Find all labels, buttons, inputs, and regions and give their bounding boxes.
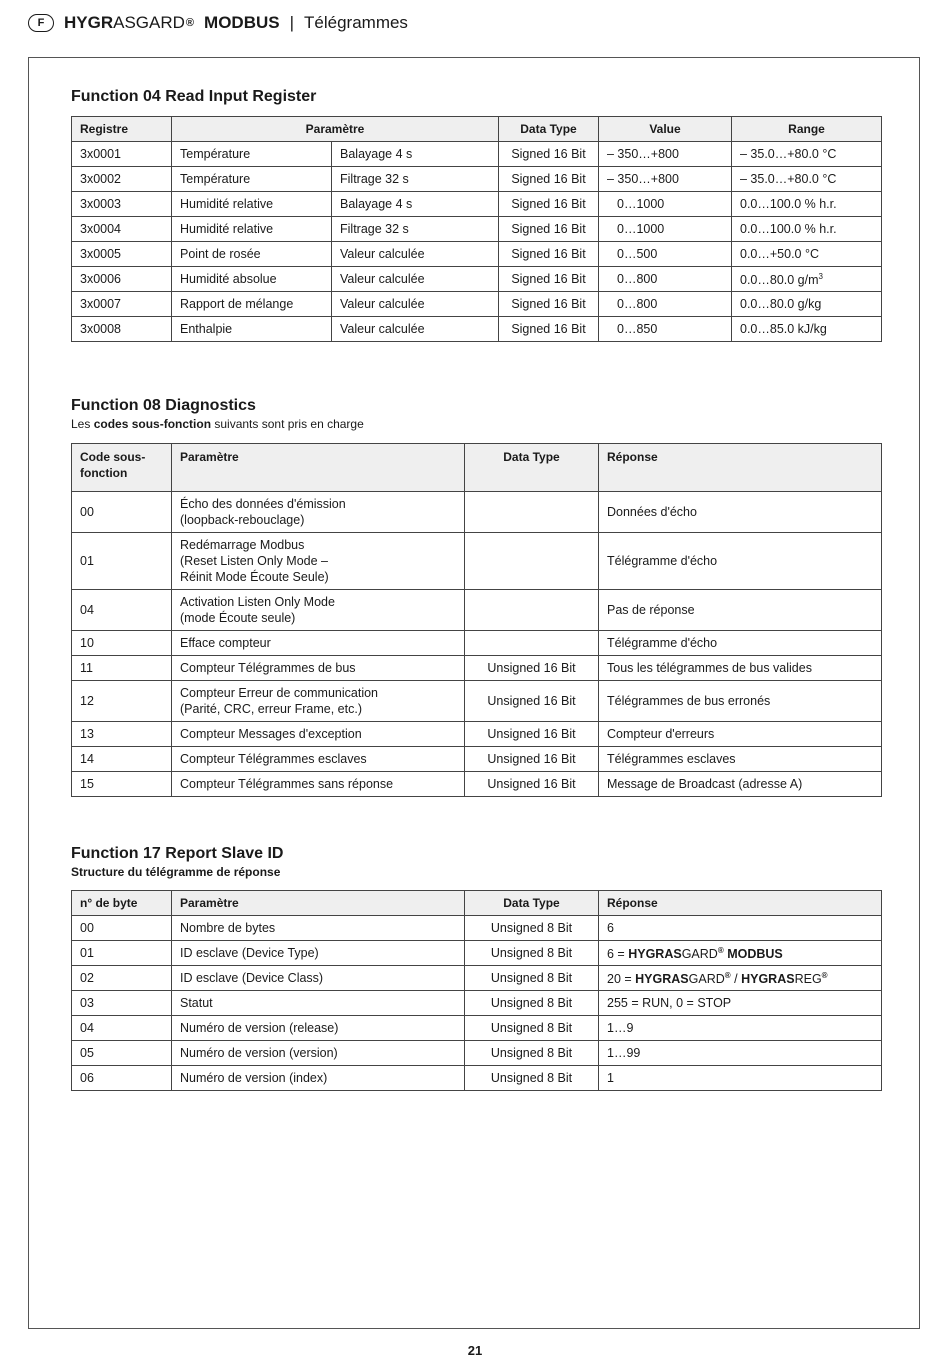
table-cell: 0…800	[599, 267, 732, 292]
response-text: 20 =	[607, 972, 636, 987]
table-cell: 13	[72, 722, 172, 747]
subtitle-bold: codes sous-fonction	[93, 417, 212, 431]
table-cell: Numéro de version (index)	[172, 1066, 465, 1091]
table-cell	[465, 590, 599, 631]
table-cell: Unsigned 8 Bit	[465, 916, 599, 941]
table-row	[72, 192, 882, 217]
section-title: Function 17 Report Slave ID	[71, 845, 284, 862]
table-cell: Rapport de mélange	[172, 292, 332, 317]
table-cell: Pas de réponse	[599, 590, 882, 631]
brand-normal: GARD	[681, 947, 718, 962]
subtitle-text: suivants sont pris en charge	[211, 417, 364, 431]
table-cell: Télégramme d'écho	[599, 631, 882, 656]
table-cell: Télégrammes esclaves	[599, 747, 882, 772]
table-cell: 0…1000	[599, 217, 732, 242]
table-cell: 0.0…100.0 % h.r.	[732, 217, 882, 242]
subtitle-bold: Structure du télégramme de réponse	[71, 865, 281, 879]
table-row	[72, 966, 882, 991]
section-title: Function 04 Read Input Register	[71, 88, 317, 105]
table-cell: Signed 16 Bit	[499, 167, 599, 192]
table-cell: ID esclave (Device Class)	[172, 966, 465, 991]
table-cell: 3x0004	[72, 217, 172, 242]
table-cell: 03	[72, 991, 172, 1016]
table-cell: Signed 16 Bit	[499, 242, 599, 267]
superscript: 3	[818, 272, 823, 282]
table-cell: Compteur Télégrammes sans réponse	[172, 772, 465, 797]
table-row	[72, 142, 882, 167]
col-header: Value	[599, 117, 732, 142]
table-cell: 0…850	[599, 317, 732, 342]
table-cell: 04	[72, 590, 172, 631]
table-row	[72, 722, 882, 747]
table-cell: 0.0…+50.0 °C	[732, 242, 882, 267]
table-cell	[465, 533, 599, 590]
table-cell: Signed 16 Bit	[499, 267, 599, 292]
col-header: Range	[732, 117, 882, 142]
registered-mark: ®	[185, 17, 195, 29]
table-cell: 10	[72, 631, 172, 656]
table-row	[72, 681, 882, 722]
table-cell: 0…1000	[599, 192, 732, 217]
table-cell	[599, 941, 882, 966]
table-row	[72, 167, 882, 192]
table-row	[72, 631, 882, 656]
table-cell: Redémarrage Modbus (Reset Listen Only Mode – Réinit Mode Écoute Seule)	[172, 533, 465, 590]
table-cell: Compteur Télégrammes esclaves	[172, 747, 465, 772]
table-row	[72, 1016, 882, 1041]
col-header: Paramètre	[172, 891, 465, 916]
table-cell: Télégramme d'écho	[599, 533, 882, 590]
table-cell: Unsigned 16 Bit	[465, 681, 599, 722]
table-report-slave-id	[71, 890, 882, 1091]
section-function-17	[71, 844, 881, 1091]
table-cell: Enthalpie	[172, 317, 332, 342]
table-cell: 00	[72, 916, 172, 941]
table-cell: Nombre de bytes	[172, 916, 465, 941]
section-subtitle	[71, 865, 881, 880]
response-text: 6 =	[607, 947, 629, 962]
table-row	[72, 916, 882, 941]
table-row	[72, 1041, 882, 1066]
table-cell: 3x0003	[72, 192, 172, 217]
table-cell: Unsigned 16 Bit	[465, 772, 599, 797]
table-cell: Humidité relative	[172, 192, 332, 217]
table-cell: Température	[172, 167, 332, 192]
col-header: Data Type	[499, 117, 599, 142]
table-row	[72, 292, 882, 317]
col-header: Paramètre	[172, 117, 499, 142]
table-cell: – 35.0…+80.0 °C	[732, 142, 882, 167]
table-cell: Unsigned 16 Bit	[465, 656, 599, 681]
table-cell: Données d'écho	[599, 492, 882, 533]
table-cell: 0.0…80.0 g/kg	[732, 292, 882, 317]
table-row	[72, 941, 882, 966]
table-cell: Unsigned 8 Bit	[465, 1041, 599, 1066]
brand-modbus: MODBUS	[204, 13, 280, 32]
response-text: /	[730, 972, 742, 987]
table-cell: Unsigned 8 Bit	[465, 1016, 599, 1041]
header-separator: |	[289, 13, 295, 32]
table-row	[72, 991, 882, 1016]
table-row	[72, 772, 882, 797]
table-cell: 0.0…100.0 % h.r.	[732, 192, 882, 217]
table-cell: 0…500	[599, 242, 732, 267]
table-cell: 3x0002	[72, 167, 172, 192]
table-cell: Balayage 4 s	[332, 142, 499, 167]
table-cell: Compteur Télégrammes de bus	[172, 656, 465, 681]
table-cell: 01	[72, 941, 172, 966]
table-cell: 14	[72, 747, 172, 772]
col-header: Réponse	[599, 444, 882, 492]
table-cell: Compteur Messages d'exception	[172, 722, 465, 747]
table-row	[72, 217, 882, 242]
table-header-row	[72, 117, 882, 142]
table-row	[72, 492, 882, 533]
table-cell: Signed 16 Bit	[499, 192, 599, 217]
table-cell: 01	[72, 533, 172, 590]
table-cell: Humidité absolue	[172, 267, 332, 292]
table-cell: 00	[72, 492, 172, 533]
col-header: Réponse	[599, 891, 882, 916]
table-cell: 04	[72, 1016, 172, 1041]
table-cell: Unsigned 8 Bit	[465, 1066, 599, 1091]
table-cell: Valeur calculée	[332, 242, 499, 267]
table-read-input-register	[71, 116, 882, 342]
table-cell: 1…99	[599, 1041, 882, 1066]
table-cell: 255 = RUN, 0 = STOP	[599, 991, 882, 1016]
table-cell: 1…9	[599, 1016, 882, 1041]
table-cell: 0…800	[599, 292, 732, 317]
table-row	[72, 590, 882, 631]
table-cell: 3x0005	[72, 242, 172, 267]
brand-bold: HYGRAS	[628, 947, 682, 962]
table-cell: Balayage 4 s	[332, 192, 499, 217]
brand-normal: REG	[794, 972, 822, 987]
table-cell: Filtrage 32 s	[332, 217, 499, 242]
registered-mark: ®	[717, 946, 724, 956]
registered-mark: ®	[724, 971, 731, 981]
table-cell	[599, 966, 882, 991]
table-cell: Écho des données d'émission (loopback-rebouclage)	[172, 492, 465, 533]
table-row	[72, 533, 882, 590]
table-row	[72, 242, 882, 267]
table-cell: Signed 16 Bit	[499, 217, 599, 242]
table-cell: Statut	[172, 991, 465, 1016]
col-header: Registre	[72, 117, 172, 142]
table-row	[72, 267, 882, 292]
table-cell: Valeur calculée	[332, 317, 499, 342]
table-cell	[465, 631, 599, 656]
table-cell: Compteur Erreur de communication (Parité, CRC, erreur Frame, etc.)	[172, 681, 465, 722]
registered-mark: ®	[821, 971, 828, 981]
table-cell: Numéro de version (version)	[172, 1041, 465, 1066]
table-cell: ID esclave (Device Type)	[172, 941, 465, 966]
brand-normal: GARD	[688, 972, 725, 987]
section-function-08	[71, 396, 881, 797]
col-header: Data Type	[465, 891, 599, 916]
table-cell: Unsigned 16 Bit	[465, 747, 599, 772]
col-header: Paramètre	[172, 444, 465, 492]
range-text: 0.0…80.0 g/m	[740, 273, 819, 288]
brand-bold: HYGRAS	[741, 972, 795, 987]
table-cell: Compteur d'erreurs	[599, 722, 882, 747]
table-row	[72, 317, 882, 342]
col-header: Code sous- fonction	[72, 444, 172, 492]
table-cell: Température	[172, 142, 332, 167]
table-cell: 6	[599, 916, 882, 941]
col-header: Data Type	[465, 444, 599, 492]
table-row	[72, 1066, 882, 1091]
brand-bold: MODBUS	[723, 947, 783, 962]
table-cell: Filtrage 32 s	[332, 167, 499, 192]
section-title: Function 08 Diagnostics	[71, 397, 256, 414]
table-cell: 3x0001	[72, 142, 172, 167]
subtitle-text: Les	[71, 417, 94, 431]
table-cell: Unsigned 8 Bit	[465, 966, 599, 991]
table-cell: Message de Broadcast (adresse A)	[599, 772, 882, 797]
table-cell: – 350…+800	[599, 142, 732, 167]
table-cell: – 35.0…+80.0 °C	[732, 167, 882, 192]
table-cell: Activation Listen Only Mode (mode Écoute seule)	[172, 590, 465, 631]
table-cell: 02	[72, 966, 172, 991]
table-cell: 1	[599, 1066, 882, 1091]
table-cell: 05	[72, 1041, 172, 1066]
table-cell	[732, 267, 882, 292]
table-cell: Télégrammes de bus erronés	[599, 681, 882, 722]
table-row	[72, 656, 882, 681]
table-cell: Tous les télégrammes de bus valides	[599, 656, 882, 681]
table-header-row	[72, 444, 882, 492]
table-cell: Unsigned 8 Bit	[465, 991, 599, 1016]
section-subtitle	[71, 417, 881, 432]
table-diagnostics	[71, 443, 882, 797]
page-header	[28, 12, 408, 34]
table-cell: 11	[72, 656, 172, 681]
table-cell: 15	[72, 772, 172, 797]
table-cell: 12	[72, 681, 172, 722]
table-cell: Numéro de version (release)	[172, 1016, 465, 1041]
brand-bold: HYGRAS	[635, 972, 689, 987]
table-cell: Valeur calculée	[332, 267, 499, 292]
table-cell: 3x0006	[72, 267, 172, 292]
language-badge: F	[28, 14, 54, 32]
table-cell: 3x0007	[72, 292, 172, 317]
col-header: n° de byte	[72, 891, 172, 916]
table-cell: Humidité relative	[172, 217, 332, 242]
brand-hygr: HYGR	[64, 13, 114, 32]
table-cell: Efface compteur	[172, 631, 465, 656]
table-cell: Unsigned 16 Bit	[465, 722, 599, 747]
section-function-04	[71, 87, 881, 342]
table-cell: Signed 16 Bit	[499, 292, 599, 317]
table-cell	[465, 492, 599, 533]
table-cell: Signed 16 Bit	[499, 317, 599, 342]
brand-asgard: ASGARD	[113, 13, 185, 32]
header-section-title: Télégrammes	[304, 13, 408, 32]
table-cell: 06	[72, 1066, 172, 1091]
table-cell: Valeur calculée	[332, 292, 499, 317]
table-header-row	[72, 891, 882, 916]
table-cell: Point de rosée	[172, 242, 332, 267]
table-row	[72, 747, 882, 772]
table-cell: – 350…+800	[599, 167, 732, 192]
table-cell: Unsigned 8 Bit	[465, 941, 599, 966]
table-cell: 3x0008	[72, 317, 172, 342]
page-number: 21	[467, 1343, 483, 1358]
table-cell: 0.0…85.0 kJ/kg	[732, 317, 882, 342]
table-cell: Signed 16 Bit	[499, 142, 599, 167]
